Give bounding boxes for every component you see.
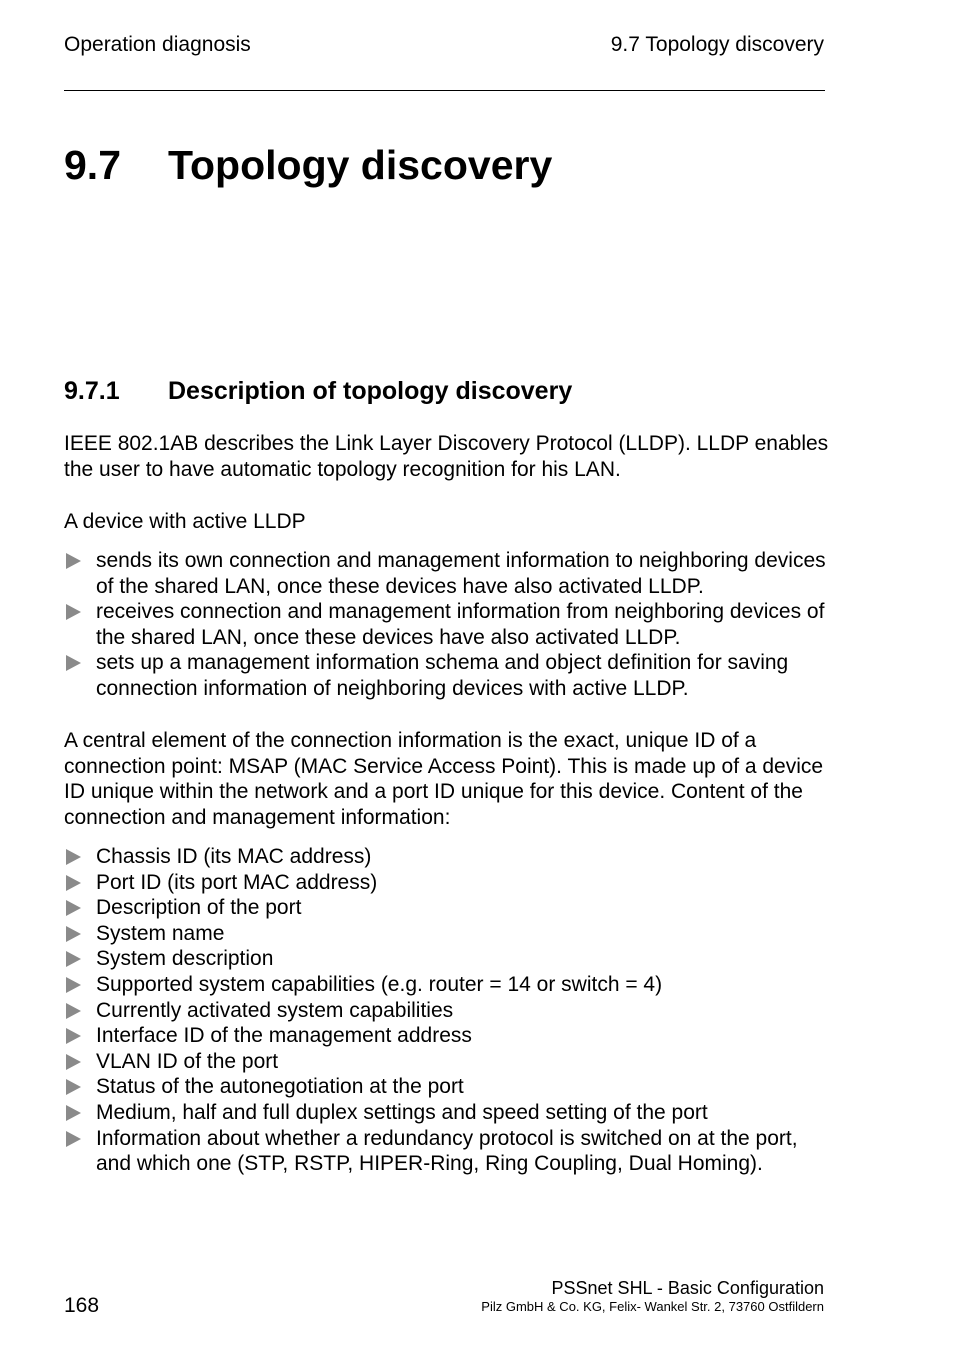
footer-product-name: PSSnet SHL - Basic Configuration [551, 1278, 824, 1298]
list-item: Information about whether a redundancy protocol is switched on at the port, and which one (STP, RSTP, HIPER-Ring, Ring Coupling, Dual Homing). [64, 1126, 834, 1177]
footer-company-address: Pilz GmbH & Co. KG, Felix- Wankel Str. 2, 73760 Ostfildern [481, 1299, 824, 1314]
list-item: Supported system capabilities (e.g. router = 14 or switch = 4) [64, 972, 834, 998]
triangle-bullet-icon [66, 553, 81, 569]
triangle-bullet-icon [66, 849, 81, 865]
list-item: Medium, half and full duplex settings and speed setting of the port [64, 1100, 834, 1126]
list-item: Interface ID of the management address [64, 1023, 834, 1049]
section-title-text: Description of topology discovery [168, 377, 573, 405]
running-header-chapter: Operation diagnosis [64, 33, 251, 56]
list-item: System description [64, 946, 834, 972]
triangle-bullet-icon [66, 926, 81, 942]
list-item: receives connection and management information from neighboring devices of the shared LAN, once these devices have also activated LLDP. [64, 599, 834, 650]
chapter-heading [64, 142, 552, 188]
list-item: sends its own connection and management information to neighboring devices of the shared LAN, once these devices have also activated LLDP. [64, 548, 834, 599]
triangle-bullet-icon [66, 1003, 81, 1019]
page-number: 168 [64, 1294, 100, 1317]
list-item: Port ID (its port MAC address) [64, 870, 834, 896]
list-item: VLAN ID of the port [64, 1049, 834, 1075]
triangle-bullet-icon [66, 875, 81, 891]
triangle-bullet-icon [66, 900, 81, 916]
list-item: Status of the autonegotiation at the port [64, 1074, 834, 1100]
triangle-bullet-icon [66, 1079, 81, 1095]
triangle-bullet-icon [66, 1105, 81, 1121]
device-behaviour-list [64, 548, 834, 702]
list-item: Currently activated system capabilities [64, 998, 834, 1024]
list-item: Chassis ID (its MAC address) [64, 844, 834, 870]
device-lead-paragraph: A device with active LLDP [64, 510, 306, 533]
chapter-title-text: Topology discovery [168, 142, 553, 188]
triangle-bullet-icon [66, 1131, 81, 1147]
triangle-bullet-icon [66, 977, 81, 993]
chapter-number: 9.7 [64, 142, 121, 188]
triangle-bullet-icon [66, 604, 81, 620]
triangle-bullet-icon [66, 951, 81, 967]
header-divider [64, 90, 825, 91]
connection-info-list [64, 844, 834, 1177]
list-item: sets up a management information schema and object definition for saving connection information of neighboring devices with active LLDP. [64, 650, 834, 701]
msap-paragraph: A central element of the connection information is the exact, unique ID of a connection point: MSAP (MAC Service Access Point). This is made up of a device ID unique within the network and a port ID unique for this device. Content of the connection and management information: [64, 729, 824, 829]
list-item: Description of the port [64, 895, 834, 921]
running-header-section: 9.7 Topology discovery [610, 33, 824, 56]
section-number: 9.7.1 [64, 377, 120, 405]
triangle-bullet-icon [66, 1028, 81, 1044]
triangle-bullet-icon [66, 655, 81, 671]
list-item: System name [64, 921, 834, 947]
intro-paragraph: IEEE 802.1AB describes the Link Layer Discovery Protocol (LLDP). LLDP enables the user to have automatic topology recognition for his LAN. [64, 432, 829, 481]
section-heading [64, 376, 572, 406]
triangle-bullet-icon [66, 1054, 81, 1070]
